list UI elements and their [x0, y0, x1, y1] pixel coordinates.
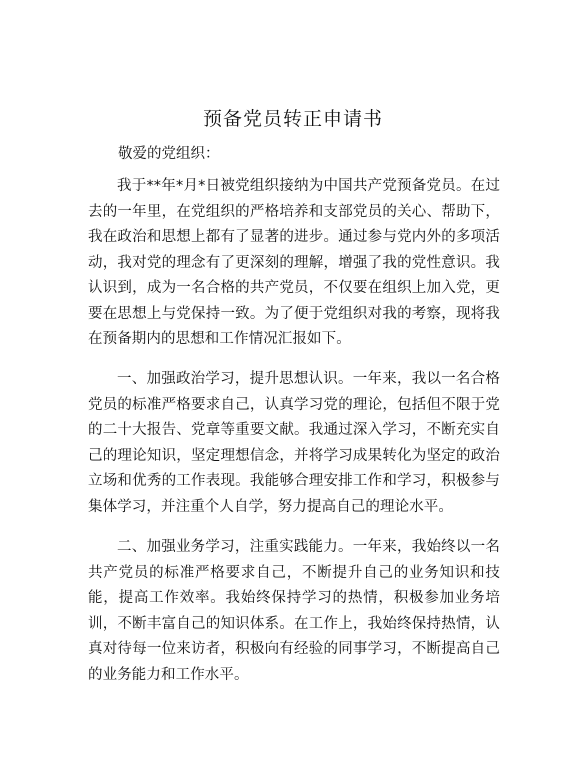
document-title: 预备党员转正申请书	[202, 108, 383, 130]
paragraph-professional-study: 二、加强业务学习，注重实践能力。一年来，我始终以一名共产党员的标准严格要求自己，不断提升自己的业务知识和技能，提高工作效率。我始终保持学习的热情，积极参加业务培训，不断丰富自己的知识体系。在工作上，我始终保持热情，认真对待每一位来访者，积极向有经验的同事学习，不断提高自己的业务能力和工作水平。	[88, 539, 500, 683]
paragraph-introduction: 我于**年*月*日被党组织接纳为中国共产党预备党员。在过去的一年里，在党组织的严格培养和支部党员的关心、帮助下，我在政治和思想上都有了显著的进步。通过参与党内外的多项活动，我对党的理念有了更深刻的理解，增强了我的党性意识。我认识到，成为一名合格的共产党员，不仅要在组织上加入党，更要在思想上与党保持一致。为了便于党组织对我的考察，现将我在预备期内的思想和工作情况汇报如下。	[88, 178, 500, 347]
paragraph-political-study: 一、加强政治学习，提升思想认识。一年来，我以一名合格党员的标准严格要求自己，认真学习党的理论，包括但不限于党的二十大报告、党章等重要文献。我通过深入学习，不断充实自己的理论知识，坚定理想信念，并将学习成果转化为坚定的政治立场和优秀的工作表现。我能够合理安排工作和学习，积极参与集体学习，并注重个人自学，努力提高自己的理论水平。	[88, 371, 500, 515]
salutation: 敬爱的党组织：	[118, 146, 220, 162]
